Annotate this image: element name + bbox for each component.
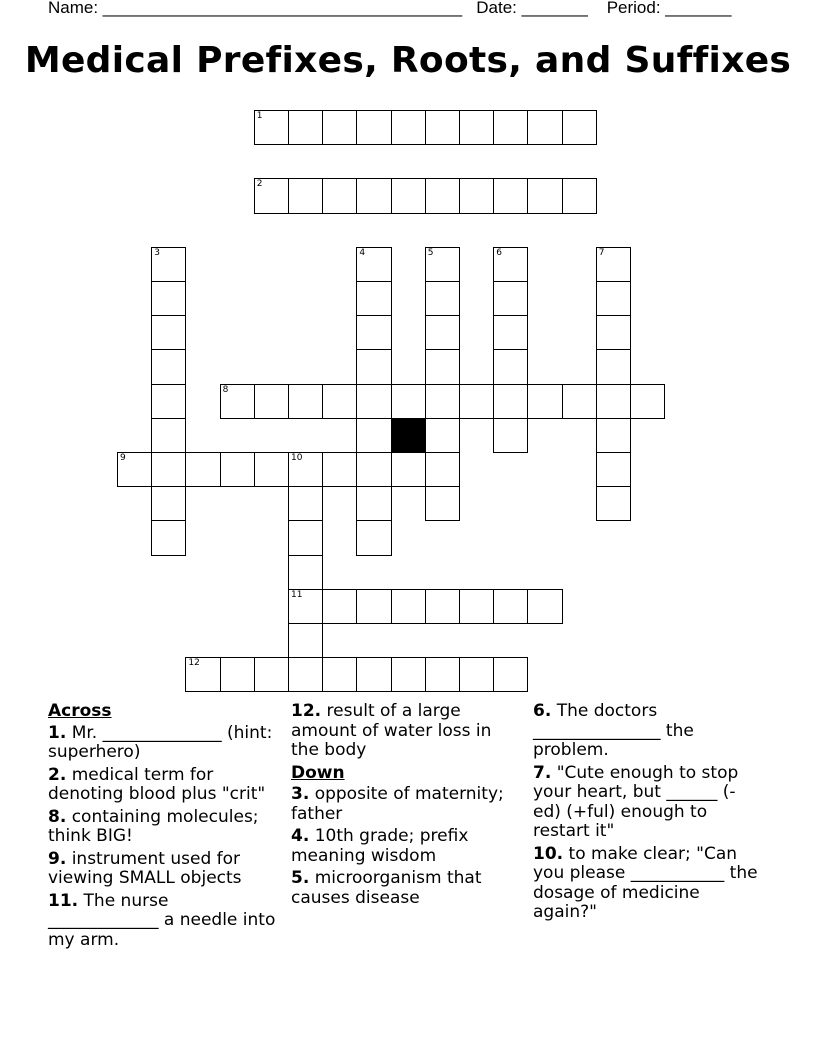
grid-cell[interactable] xyxy=(459,589,494,624)
grid-cell[interactable] xyxy=(425,418,460,453)
grid-cell[interactable] xyxy=(151,247,186,282)
clue-number-label: 11 xyxy=(291,589,303,600)
grid-cell[interactable] xyxy=(596,384,631,419)
clue-number-label: 7 xyxy=(598,247,605,258)
clue-across-11: 11. The nurse _____________ a needle into my arm. xyxy=(48,890,276,950)
grid-cell[interactable] xyxy=(322,384,357,419)
grid-cell[interactable] xyxy=(288,178,323,213)
grid-cell[interactable] xyxy=(288,384,323,419)
grid-cell[interactable] xyxy=(596,452,631,487)
grid-cell[interactable] xyxy=(562,384,597,419)
period-label: Period: xyxy=(606,0,666,17)
clue-column-2 xyxy=(291,702,521,911)
grid-cell[interactable] xyxy=(391,178,426,213)
grid-cell[interactable] xyxy=(493,589,528,624)
grid-cell[interactable] xyxy=(493,384,528,419)
grid-cell[interactable] xyxy=(425,384,460,419)
grid-cell[interactable] xyxy=(493,657,528,692)
grid-cell[interactable] xyxy=(493,281,528,316)
grid-cell[interactable] xyxy=(527,589,562,624)
grid-cell[interactable] xyxy=(220,384,255,419)
grid-cell[interactable] xyxy=(151,315,186,350)
grid-cell[interactable] xyxy=(151,349,186,384)
grid-cell[interactable] xyxy=(459,110,494,145)
grid-cell[interactable] xyxy=(527,384,562,419)
grid-cell[interactable] xyxy=(596,315,631,350)
grid-cell[interactable] xyxy=(288,486,323,521)
grid-cell[interactable] xyxy=(425,247,460,282)
grid-cell[interactable] xyxy=(562,178,597,213)
grid-cell[interactable] xyxy=(185,657,220,692)
grid-cell[interactable] xyxy=(254,110,289,145)
grid-cell[interactable] xyxy=(322,589,357,624)
clue-number-label: 5 xyxy=(427,247,434,258)
grid-cell[interactable] xyxy=(596,486,631,521)
grid-cell[interactable] xyxy=(459,178,494,213)
date-blank[interactable]: _______ xyxy=(521,0,588,17)
grid-cell[interactable] xyxy=(254,178,289,213)
clue-number-label: 1 xyxy=(256,111,263,121)
grid-cell[interactable] xyxy=(391,384,426,419)
grid-cell[interactable] xyxy=(356,384,391,419)
grid-cell[interactable] xyxy=(254,452,289,487)
grid-cell[interactable] xyxy=(356,349,391,384)
grid-cell[interactable] xyxy=(493,178,528,213)
clue-number-label: 3 xyxy=(154,247,160,258)
grid-cell[interactable] xyxy=(596,349,631,384)
grid-cell[interactable] xyxy=(322,178,357,213)
grid-cell[interactable] xyxy=(356,315,391,350)
grid-cell[interactable] xyxy=(322,110,357,145)
grid-cell[interactable] xyxy=(356,281,391,316)
grid-cell[interactable] xyxy=(151,520,186,555)
grid-cell[interactable] xyxy=(220,452,255,487)
clue-down-3: 3. opposite of maternity; father xyxy=(291,784,504,824)
grid-cell[interactable] xyxy=(356,110,391,145)
grid-cell[interactable] xyxy=(425,589,460,624)
grid-cell[interactable] xyxy=(254,657,289,692)
grid-cell[interactable] xyxy=(391,589,426,624)
clue-number-label: 8 xyxy=(222,384,229,395)
grid-cell[interactable] xyxy=(288,452,323,487)
grid-cell[interactable] xyxy=(596,418,631,453)
grid-cell[interactable] xyxy=(562,110,597,145)
clue-number-label: 4 xyxy=(359,247,366,258)
name-label: Name: xyxy=(48,0,103,17)
grid-cell[interactable] xyxy=(151,418,186,453)
grid-cell[interactable] xyxy=(356,520,391,555)
clue-column-1 xyxy=(48,702,278,953)
grid-cell[interactable] xyxy=(185,452,220,487)
period-blank[interactable]: _______ xyxy=(665,0,732,17)
grid-cell[interactable] xyxy=(425,486,460,521)
grid-cell[interactable] xyxy=(493,315,528,350)
grid-cell[interactable] xyxy=(391,657,426,692)
clue-across-2: 2. medical term for denoting blood plus "crit" xyxy=(48,764,266,804)
grid-cell[interactable] xyxy=(151,486,186,521)
grid-cell[interactable] xyxy=(425,315,460,350)
grid-cell[interactable] xyxy=(117,452,152,487)
clue-number-label: 9 xyxy=(120,453,126,463)
grid-cell[interactable] xyxy=(288,520,323,555)
grid-cell[interactable] xyxy=(493,349,528,384)
clue-across-9: 9. instrument used for viewing SMALL objects xyxy=(48,848,242,888)
grid-cell[interactable] xyxy=(527,110,562,145)
grid-cell[interactable] xyxy=(322,657,357,692)
clue-across-12: 12. result of a large amount of water loss in the body xyxy=(291,701,492,760)
grid-cell[interactable] xyxy=(425,452,460,487)
grid-cell[interactable] xyxy=(151,281,186,316)
grid-cell[interactable] xyxy=(356,486,391,521)
blocked-cell xyxy=(391,418,426,453)
grid-cell[interactable] xyxy=(322,452,357,487)
clue-across-1: 1. Mr. ______________ (hint: superhero) xyxy=(48,722,273,762)
clue-across-8: 8. containing molecules; think BIG! xyxy=(48,806,259,846)
grid-cell[interactable] xyxy=(151,452,186,487)
grid-cell[interactable] xyxy=(356,452,391,487)
clue-down-6: 6. The doctors _______________ the problem. xyxy=(533,701,694,760)
page-title: Medical Prefixes, Roots, and Suffixes xyxy=(24,40,792,81)
grid-cell[interactable] xyxy=(493,110,528,145)
name-blank[interactable]: ______________________________________ xyxy=(102,0,463,17)
grid-cell[interactable] xyxy=(596,247,631,282)
grid-cell[interactable] xyxy=(459,657,494,692)
down-heading: Down xyxy=(291,762,345,783)
grid-cell[interactable] xyxy=(288,657,323,692)
grid-cell[interactable] xyxy=(391,110,426,145)
grid-cell[interactable] xyxy=(220,657,255,692)
grid-cell[interactable] xyxy=(527,178,562,213)
grid-cell[interactable] xyxy=(425,178,460,213)
grid-cell[interactable] xyxy=(596,281,631,316)
clue-column-3 xyxy=(533,702,763,926)
grid-cell[interactable] xyxy=(459,384,494,419)
date-label: Date: xyxy=(476,0,522,17)
clue-number-label: 6 xyxy=(496,247,502,258)
clue-number-label: 10 xyxy=(291,453,303,463)
across-heading: Across xyxy=(48,701,112,721)
grid-cell[interactable] xyxy=(151,384,186,419)
grid-cell[interactable] xyxy=(288,589,323,624)
grid-cell[interactable] xyxy=(254,384,289,419)
grid-cell[interactable] xyxy=(425,110,460,145)
grid-cell[interactable] xyxy=(425,281,460,316)
grid-cell[interactable] xyxy=(356,589,391,624)
clue-down-5: 5. microorganism that causes disease xyxy=(291,868,482,908)
grid-cell[interactable] xyxy=(356,178,391,213)
clue-down-7: 7. "Cute enough to stop your heart, but ______ (-ed) (+ful) enough to restart it" xyxy=(533,762,739,841)
grid-cell[interactable] xyxy=(391,452,426,487)
clue-down-10: 10. to make clear; "Can you please ___________ the dosage of medicine again?" xyxy=(533,843,758,922)
clue-number-label: 12 xyxy=(188,658,200,669)
grid-cell[interactable] xyxy=(425,349,460,384)
grid-cell[interactable] xyxy=(356,247,391,282)
grid-cell[interactable] xyxy=(356,657,391,692)
grid-cell[interactable] xyxy=(493,247,528,282)
grid-cell[interactable] xyxy=(288,623,323,658)
clue-down-4: 4. 10th grade; prefix meaning wisdom xyxy=(291,826,469,866)
clue-number-label: 2 xyxy=(256,179,263,190)
grid-cell[interactable] xyxy=(425,657,460,692)
grid-cell[interactable] xyxy=(288,110,323,145)
grid-cell[interactable] xyxy=(630,384,665,419)
grid-cell[interactable] xyxy=(288,555,323,590)
grid-cell[interactable] xyxy=(493,418,528,453)
grid-cell[interactable] xyxy=(356,418,391,453)
